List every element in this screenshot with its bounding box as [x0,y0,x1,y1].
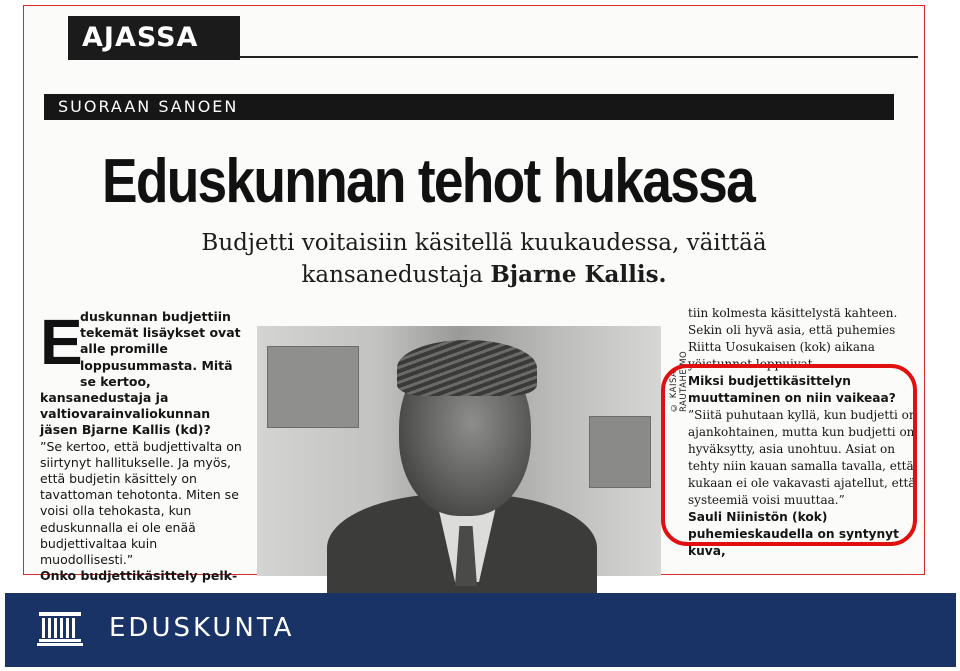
section-rule [238,56,918,58]
organization-name: EDUSKUNTA [109,613,295,643]
answer-paragraph: ”Se kertoo, että budjettivalta on siirtynyt hallitukselle. Ja myös, että budjetin käsittely on tavattoman tehotonta. Miten se voisi olla tehokasta, kun eduskunnalla ei ole enää budjettivaltaa kuin muodollisesti.” [40,438,242,568]
headline: Eduskunnan tehot hukassa [102,147,755,216]
footer-bar [5,593,956,667]
right-question: Miksi budjettikäsittelyn muuttaminen on niin vaikeaa? [688,374,896,405]
deck [164,228,804,291]
right-intro: tiin kolmesta käsittelystä kahteen. Sekin oli hyvä asia, että puhemies Riitta Uosukaisen (kok) aikana yöistunnot loppuivat. [688,306,898,371]
right-answer: ”Siitä puhutaan kyllä, kun budjetti on ajankohtainen, mutta kun budjetti on hyväksytty, asia unohtuu. Asiat on tehty niin kauan samalla tavalla, että kukaan ei ole vakavasti ajatellut, että systeemiä voisi muuttaa.” [688,408,917,507]
highlight-circle [661,364,917,546]
deck-name: Bjarne Kallis. [490,261,667,288]
parliament-building-icon [37,608,83,648]
deck-line-2: kansanedustaja [301,262,491,288]
drop-cap: E [40,306,83,378]
column-name: SUORAAN SANOEN [44,94,894,120]
lead-question: duskunnan budjettiin tekemät lisäykset ovat alle promille loppusummasta. Mitä se kertoo, kansanedustaja ja valtiovarainvaliokunnan jäsen Bjarne Kallis (kd)? [40,309,241,438]
portrait-photo [257,326,661,576]
next-question: Onko budjettikäsittely pelk- [40,568,238,584]
article-column-left [40,306,252,584]
photo-credit: © KAISA RAUTAHEIMO [669,350,689,412]
deck-line-1: Budjetti voitaisiin käsitellä kuukaudessa, väittää [201,230,767,256]
right-next: Sauli Niinistön (kok) puhemieskaudella on syntynyt kuva, [688,510,899,558]
section-tag: AJASSA [68,16,240,60]
